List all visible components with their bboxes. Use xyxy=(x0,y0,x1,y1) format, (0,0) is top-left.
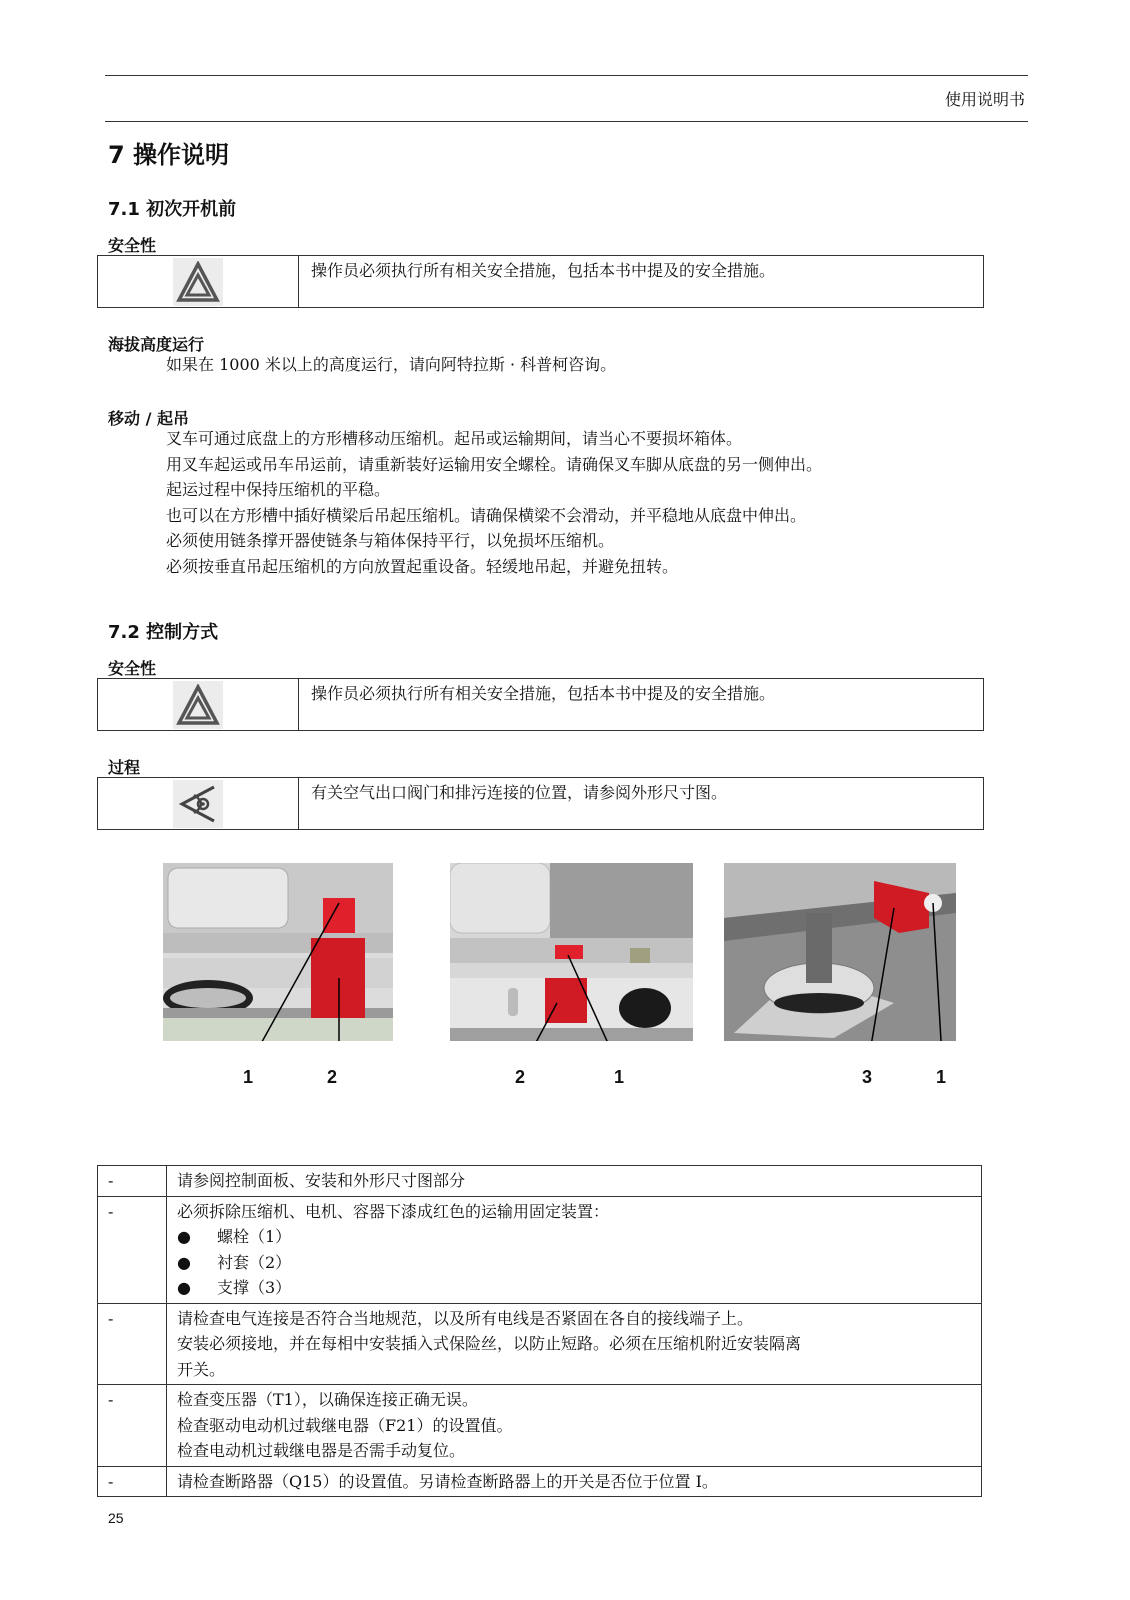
bullet-icon: ● xyxy=(177,1227,191,1246)
row-dash: - xyxy=(98,1385,167,1467)
figure-transport-bolt-motor xyxy=(450,863,693,1045)
list-item: ● 支撑（3） xyxy=(177,1275,971,1301)
row-text: 必须拆除压缩机、电机、容器下漆成红色的运输用固定装置： ● 螺栓（1） ● 衬套（2） ● 支撑（3） xyxy=(167,1196,982,1303)
bullet-icon: ● xyxy=(177,1278,191,1297)
figure-3-callout-3: 3 xyxy=(862,1067,873,1087)
process-heading: 过程 xyxy=(108,758,141,777)
row-dash: - xyxy=(98,1303,167,1385)
table-row xyxy=(98,1196,982,1303)
safety-note-box-1 xyxy=(97,255,984,308)
row-dash: - xyxy=(98,1166,167,1197)
pre-start-checklist-table xyxy=(97,1165,982,1497)
move-line: 必须使用链条撑开器使链条与箱体保持平行，以免损坏压缩机。 xyxy=(166,531,615,550)
safety-heading-1: 安全性 xyxy=(108,236,157,255)
chapter-title: 7 操作说明 xyxy=(108,141,230,169)
row-text: 请检查断路器（Q15）的设置值。另请检查断路器上的开关是否位于位置 I。 xyxy=(167,1466,982,1497)
warning-triangle-icon xyxy=(173,681,223,729)
list-item: ● 螺栓（1） xyxy=(177,1224,971,1250)
table-row xyxy=(98,1303,982,1385)
safety-note-text-1: 操作员必须执行所有相关安全措施，包括本书中提及的安全措施。 xyxy=(311,261,776,280)
figure-1-callout-2: 2 xyxy=(327,1067,338,1087)
figure-2-callout-1: 1 xyxy=(614,1067,625,1087)
move-lift-heading: 移动 / 起吊 xyxy=(108,409,189,428)
safety-note-text-2: 操作员必须执行所有相关安全措施，包括本书中提及的安全措施。 xyxy=(311,684,776,703)
list-item: ● 衬套（2） xyxy=(177,1250,971,1276)
row-text: 请检查电气连接是否符合当地规范，以及所有电线是否紧固在各自的接线端子上。 安装必须接地，并在每相中安装插入式保险丝，以防止短路。必须在压缩机附近安装隔离 开关。 xyxy=(167,1303,982,1385)
move-line: 必须按垂直吊起压缩机的方向放置起重设备。轻缓地吊起，并避免扭转。 xyxy=(166,556,679,576)
figure-1-callout-1: 1 xyxy=(243,1067,254,1087)
bullet-icon: ● xyxy=(177,1252,191,1272)
figure-transport-bolt-bushing xyxy=(163,863,393,1045)
eye-observe-icon xyxy=(173,780,223,828)
figure-3-callout-1: 1 xyxy=(936,1067,947,1087)
process-note-text: 有关空气出口阀门和排污连接的位置，请参阅外形尺寸图。 xyxy=(311,783,728,802)
figure-2-callout-2: 2 xyxy=(515,1067,526,1087)
safety-note-box-2 xyxy=(97,678,984,731)
safety-heading-2: 安全性 xyxy=(108,659,157,678)
header-top-rule xyxy=(105,75,1028,76)
row-text: 检查变压器（T1），以确保连接正确无误。 检查驱动电动机过载继电器（F21）的设置值。 检查电动机过载继电器是否需手动复位。 xyxy=(167,1385,982,1467)
document-type-label: 使用说明书 xyxy=(944,90,1025,109)
move-line: 用叉车起运或吊车吊运前，请重新装好运输用安全螺栓。请确保叉车脚从底盘的另一侧伸出。 xyxy=(166,454,823,474)
table-row xyxy=(98,1466,982,1497)
altitude-text: 如果在 1000 米以上的高度运行，请向阿特拉斯 · 科普柯咨询。 xyxy=(166,355,617,374)
row-text: 请参阅控制面板、安装和外形尺寸图部分 xyxy=(167,1166,982,1197)
section-7-1-title: 7.1 初次开机前 xyxy=(108,199,237,220)
warning-triangle-icon xyxy=(173,258,223,306)
table-row xyxy=(98,1166,982,1197)
row-dash: - xyxy=(98,1466,167,1497)
figure-support-bracket xyxy=(724,863,956,1045)
process-note-box xyxy=(97,777,984,830)
header-bottom-rule xyxy=(105,121,1028,122)
section-7-2-title: 7.2 控制方式 xyxy=(108,622,219,643)
move-line: 也可以在方形槽中插好横梁后吊起压缩机。请确保横梁不会滑动，并平稳地从底盘中伸出。 xyxy=(166,505,807,525)
table-row xyxy=(98,1385,982,1467)
move-lift-paragraph xyxy=(166,426,822,579)
altitude-heading: 海拔高度运行 xyxy=(108,335,205,354)
row-dash: - xyxy=(98,1196,167,1303)
page-number: 25 xyxy=(108,1510,124,1526)
move-line: 起运过程中保持压缩机的平稳。 xyxy=(166,480,391,499)
move-line: 叉车可通过底盘上的方形槽移动压缩机。起吊或运输期间，请当心不要损坏箱体。 xyxy=(166,429,743,448)
